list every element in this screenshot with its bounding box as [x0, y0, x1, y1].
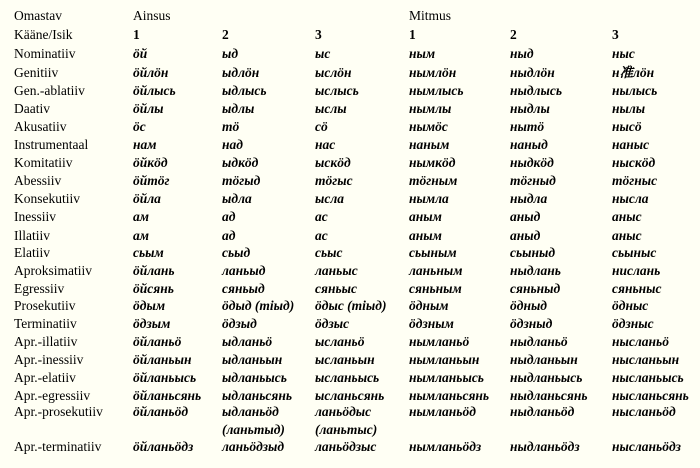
form-cell: ыдланьысь: [222, 370, 287, 385]
form-cell: тӧ: [222, 119, 240, 134]
form-cell: ныдланьысь: [510, 370, 583, 385]
form-cell: ланьыс: [315, 263, 358, 278]
case-name: Abessiiv: [14, 173, 62, 188]
form-cell: ным: [409, 46, 436, 61]
form-cell: ныдланьӧдз: [510, 439, 580, 454]
form-cell: ӧдзныс: [612, 316, 654, 331]
form-cell: ам: [133, 228, 149, 243]
form-cell: ныдлы: [510, 101, 550, 116]
form-cell: ӧдыд (тіыд): [222, 298, 295, 313]
form-cell: ӧйлань: [133, 263, 175, 278]
form-cell: ныдланьӧ: [510, 334, 568, 349]
form-cell: сьыным: [409, 245, 457, 260]
form-cell: ӧдзыд: [222, 316, 257, 331]
form-cell: ланьыд: [222, 263, 266, 278]
case-name: Elatiiv: [14, 245, 50, 260]
form-cell: аным: [409, 228, 442, 243]
form-cell: ланьным: [409, 263, 463, 278]
form-cell: нымлы: [409, 101, 452, 116]
case-name: Apr.-egressiiv: [14, 388, 91, 403]
form-cell: ныскӧд: [612, 155, 656, 170]
form-cell: ныдла: [510, 191, 548, 206]
form-cell: нымланьын: [409, 352, 480, 367]
form-cell: ӧдым: [133, 298, 166, 313]
form-cell: ӧйланьӧд: [133, 404, 189, 419]
case-name: Aproksimatiiv: [14, 263, 92, 278]
case-name: Daativ: [14, 101, 50, 116]
form-cell: сяньыд: [222, 281, 265, 296]
form-cell: ысла: [315, 191, 345, 206]
form-cell: ныдкӧд: [510, 155, 554, 170]
form-cell: тӧгыс: [315, 173, 353, 188]
form-cell: ыдланьсянь: [222, 388, 293, 403]
form-cell: сьыс: [315, 245, 343, 260]
form-cell: наным: [409, 137, 450, 152]
form-cell: ыслӧн: [315, 65, 352, 80]
form-cell: аныд: [510, 228, 541, 243]
case-name: Egressiiv: [14, 281, 65, 296]
form-cell: нысланьын: [612, 352, 680, 367]
form-cell: ӧдным: [409, 298, 449, 313]
form-cell: ӧйкӧд: [133, 155, 168, 170]
form-cell: ыс: [315, 46, 331, 61]
form-cell: нас: [315, 137, 336, 152]
form-cell: ӧдзым: [133, 316, 171, 331]
form-cell: наныд: [510, 137, 548, 152]
form-cell: ыдлӧн: [222, 65, 260, 80]
form-cell: сяньыс: [315, 281, 357, 296]
form-cell: ас: [315, 228, 328, 243]
form-cell: ныдланьын: [510, 352, 578, 367]
case-name: Apr.-terminatiiv: [14, 439, 102, 454]
form-cell: нысӧ: [612, 119, 642, 134]
form-cell: ысланьысь: [315, 370, 380, 385]
form-cell: тӧгыд: [222, 173, 261, 188]
form-cell: нымланьӧд: [409, 404, 476, 419]
form-cell: ӧдзным: [409, 316, 454, 331]
person-header: 3: [612, 27, 619, 42]
form-cell: ыдкӧд: [222, 155, 259, 170]
form-cell: сяньныд: [510, 281, 561, 296]
form-cell: нам: [133, 137, 157, 152]
form-cell: (ланьтыд): [222, 422, 285, 437]
header-kaane-isik: Käänе/Isik: [14, 27, 73, 42]
form-cell: ланьӧдзыд: [222, 439, 285, 454]
form-cell: ӧйлысь: [133, 83, 176, 98]
form-cell: сьым: [133, 245, 164, 260]
form-cell: тӧгныс: [612, 173, 658, 188]
case-name: Komitatiiv: [14, 155, 73, 170]
form-cell: наныс: [612, 137, 650, 152]
form-cell: нысланьысь: [612, 370, 684, 385]
person-header: 2: [222, 27, 229, 42]
case-name: Genitiiv: [14, 65, 59, 80]
form-cell: ыскӧд: [315, 155, 351, 170]
form-cell: нысланьсянь: [612, 388, 689, 403]
form-cell: ныдланьсянь: [510, 388, 588, 403]
form-cell: (ланьтыс): [315, 422, 378, 437]
form-cell: нымкӧд: [409, 155, 456, 170]
form-cell: ӧйсянь: [133, 281, 174, 296]
form-cell: ныдланьӧд: [510, 404, 575, 419]
form-cell: ӧйланьӧдз: [133, 439, 194, 454]
case-name: Instrumentaal: [14, 137, 89, 152]
form-cell: сяньным: [409, 281, 462, 296]
form-cell: ад: [222, 209, 236, 224]
form-cell: ӧдыс (тіыд): [315, 298, 387, 313]
form-cell: нымла: [409, 191, 449, 206]
form-cell: ысланьсянь: [315, 388, 385, 403]
form-cell: аныд: [510, 209, 541, 224]
form-cell: нымланьӧ: [409, 334, 470, 349]
form-cell: нылы: [612, 101, 646, 116]
form-cell: нымланьӧдз: [409, 439, 482, 454]
form-cell: нылысь: [612, 83, 658, 98]
case-name: Gen.-ablatiiv: [14, 83, 85, 98]
form-cell: аныс: [612, 228, 642, 243]
form-cell: ӧйланьӧ: [133, 334, 182, 349]
person-header: 1: [133, 27, 140, 42]
form-cell: тӧгным: [409, 173, 458, 188]
form-cell: тӧгныд: [510, 173, 556, 188]
form-cell: ныдлань: [510, 263, 561, 278]
form-cell: ыдла: [222, 191, 252, 206]
form-cell: ыслысь: [315, 83, 359, 98]
form-cell: нытӧ: [510, 119, 545, 134]
form-cell: ӧйланьысь: [133, 370, 197, 385]
case-name: Apr.-inessiiv: [14, 352, 84, 367]
case-name: Nominatiiv: [14, 46, 76, 61]
form-cell: ӧйланьсянь: [133, 388, 202, 403]
form-cell: нысланьӧдз: [612, 439, 681, 454]
form-cell: ланьӧдзыс: [315, 439, 377, 454]
form-cell: ныдлысь: [510, 83, 563, 98]
case-name: Inessiiv: [14, 209, 56, 224]
form-cell: сяньныс: [612, 281, 662, 296]
form-cell: ӧйла: [133, 191, 161, 206]
form-cell: нымланьысь: [409, 370, 484, 385]
form-cell: нислань: [612, 263, 661, 278]
form-cell: сьыныс: [612, 245, 657, 260]
form-cell: ӧс: [133, 119, 146, 134]
form-cell: нымлысь: [409, 83, 464, 98]
form-cell: ӧдзныд: [510, 316, 553, 331]
form-cell: ыдланьӧ: [222, 334, 273, 349]
form-cell: нымӧс: [409, 119, 448, 134]
form-cell: ӧдныд: [510, 298, 548, 313]
form-cell: над: [222, 137, 243, 152]
form-cell: сьыд: [222, 245, 251, 260]
form-cell: ысланьӧ: [315, 334, 365, 349]
form-cell: ысланьын: [315, 352, 375, 367]
form-cell: ас: [315, 209, 328, 224]
form-cell: ӧй: [133, 46, 148, 61]
form-cell: сьыныд: [510, 245, 556, 260]
form-cell: ыд: [222, 46, 239, 61]
case-name: Illatiiv: [14, 228, 50, 243]
header-omastav: Omastav: [14, 8, 62, 23]
form-cell: ӧйлӧн: [133, 65, 169, 80]
form-cell: аныс: [612, 209, 642, 224]
person-header: 3: [315, 27, 322, 42]
form-cell: ӧдзыс: [315, 316, 350, 331]
case-name: Apr.-elatiiv: [14, 370, 76, 385]
header-ainsus: Ainsus: [133, 8, 171, 23]
form-cell: ӧйтӧг: [133, 173, 170, 188]
case-name: Apr.-prosekutiiv: [14, 404, 103, 419]
form-cell: нысланьӧ: [612, 334, 669, 349]
form-cell: ныс: [612, 46, 635, 61]
form-cell: ыдланьын: [222, 352, 283, 367]
form-cell: ыдлы: [222, 101, 255, 116]
form-cell: нымланьсянь: [409, 388, 490, 403]
form-cell: н准лӧн: [612, 65, 655, 80]
form-cell: ад: [222, 228, 236, 243]
case-name: Akusatiiv: [14, 119, 67, 134]
header-mitmus: Mitmus: [409, 8, 452, 23]
person-header: 2: [510, 27, 517, 42]
form-cell: ныдлӧн: [510, 65, 555, 80]
form-cell: ланьӧдыс: [315, 404, 372, 419]
case-name: Terminatiiv: [14, 316, 77, 331]
form-cell: ыслы: [315, 101, 347, 116]
person-header: 1: [409, 27, 416, 42]
form-cell: нымлӧн: [409, 65, 457, 80]
case-name: Prosekutiiv: [14, 298, 76, 313]
form-cell: нысланьӧд: [612, 404, 676, 419]
form-cell: ыдланьӧд: [222, 404, 279, 419]
form-cell: ыдлысь: [222, 83, 267, 98]
case-name: Apr.-illatiiv: [14, 334, 78, 349]
form-cell: ныд: [510, 46, 534, 61]
form-cell: нысла: [612, 191, 649, 206]
form-cell: ам: [133, 209, 149, 224]
form-cell: ӧдныс: [612, 298, 649, 313]
form-cell: ӧйланьын: [133, 352, 192, 367]
form-cell: ӧйлы: [133, 101, 164, 116]
case-name: Konsekutiiv: [14, 191, 80, 206]
form-cell: сӧ: [315, 119, 328, 134]
form-cell: аным: [409, 209, 442, 224]
